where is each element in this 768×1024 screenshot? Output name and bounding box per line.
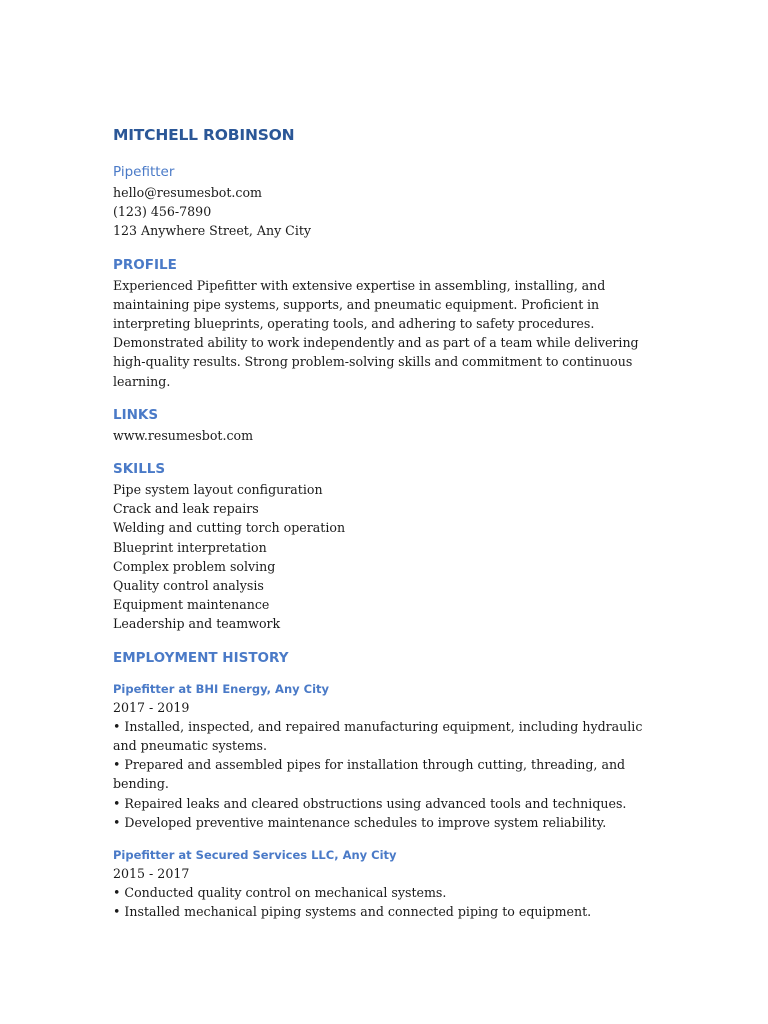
job-title: Pipefitter xyxy=(113,164,175,180)
job-bullet: • Installed mechanical piping systems and connected piping to equipment. xyxy=(113,904,592,920)
skill-item: Leadership and teamwork xyxy=(113,616,281,632)
employment-heading: EMPLOYMENT HISTORY xyxy=(113,649,289,666)
job-heading: Pipefitter at BHI Energy, Any City xyxy=(113,681,330,696)
website-link[interactable]: www.resumesbot.com xyxy=(113,427,254,443)
street-address: 123 Anywhere Street, Any City xyxy=(113,223,312,239)
candidate-name: MITCHELL ROBINSON xyxy=(113,126,295,144)
job-heading: Pipefitter at Secured Services LLC, Any City xyxy=(113,848,397,863)
email-address: hello@resumesbot.com xyxy=(113,185,262,200)
skills-section xyxy=(113,459,658,634)
skill-item: Welding and cutting torch operation xyxy=(113,520,346,536)
resume-page xyxy=(113,124,658,922)
contact-info xyxy=(113,183,658,241)
links-heading: LINKS xyxy=(113,406,159,423)
skill-item: Complex problem solving xyxy=(113,558,276,574)
profile-heading: PROFILE xyxy=(113,256,177,273)
job-bullet: • Prepared and assembled pipes for installation through cutting, threading, and bending. xyxy=(113,757,626,792)
job-dates: 2017 - 2019 xyxy=(113,699,190,715)
employment-section xyxy=(113,648,658,922)
links-section xyxy=(113,405,658,445)
profile-section xyxy=(113,255,658,391)
job-bullet: • Repaired leaks and cleared obstructions using advanced tools and techniques. xyxy=(113,795,627,811)
job-dates: 2015 - 2017 xyxy=(113,866,190,882)
skill-item: Crack and leak repairs xyxy=(113,501,259,517)
job-entry xyxy=(113,680,658,832)
phone-number: (123) 456-7890 xyxy=(113,204,212,220)
skill-item: Pipe system layout configuration xyxy=(113,482,323,498)
skill-item: Blueprint interpretation xyxy=(113,539,267,555)
skill-item: Quality control analysis xyxy=(113,578,264,594)
job-bullet: • Installed, inspected, and repaired manufacturing equipment, including hydraulic and pneumatic systems. xyxy=(113,718,643,754)
profile-text: Experienced Pipefitter with extensive expertise in assembling, installing, and maintaining pipe systems, supports, and pneumatic equipment. Proficient in interpreting blueprints, operating tools, and adhering to safety procedures. Demonstrated ability to work independently and as part of a team while delivering high-quality results. Strong problem-solving skills and commitment to continuous learning. xyxy=(113,277,639,389)
job-bullet: • Developed preventive maintenance schedules to improve system reliability. xyxy=(113,814,607,830)
job-bullet: • Conducted quality control on mechanical systems. xyxy=(113,885,447,901)
job-entry xyxy=(113,846,658,922)
skills-heading: SKILLS xyxy=(113,461,166,478)
skill-item: Equipment maintenance xyxy=(113,597,270,613)
